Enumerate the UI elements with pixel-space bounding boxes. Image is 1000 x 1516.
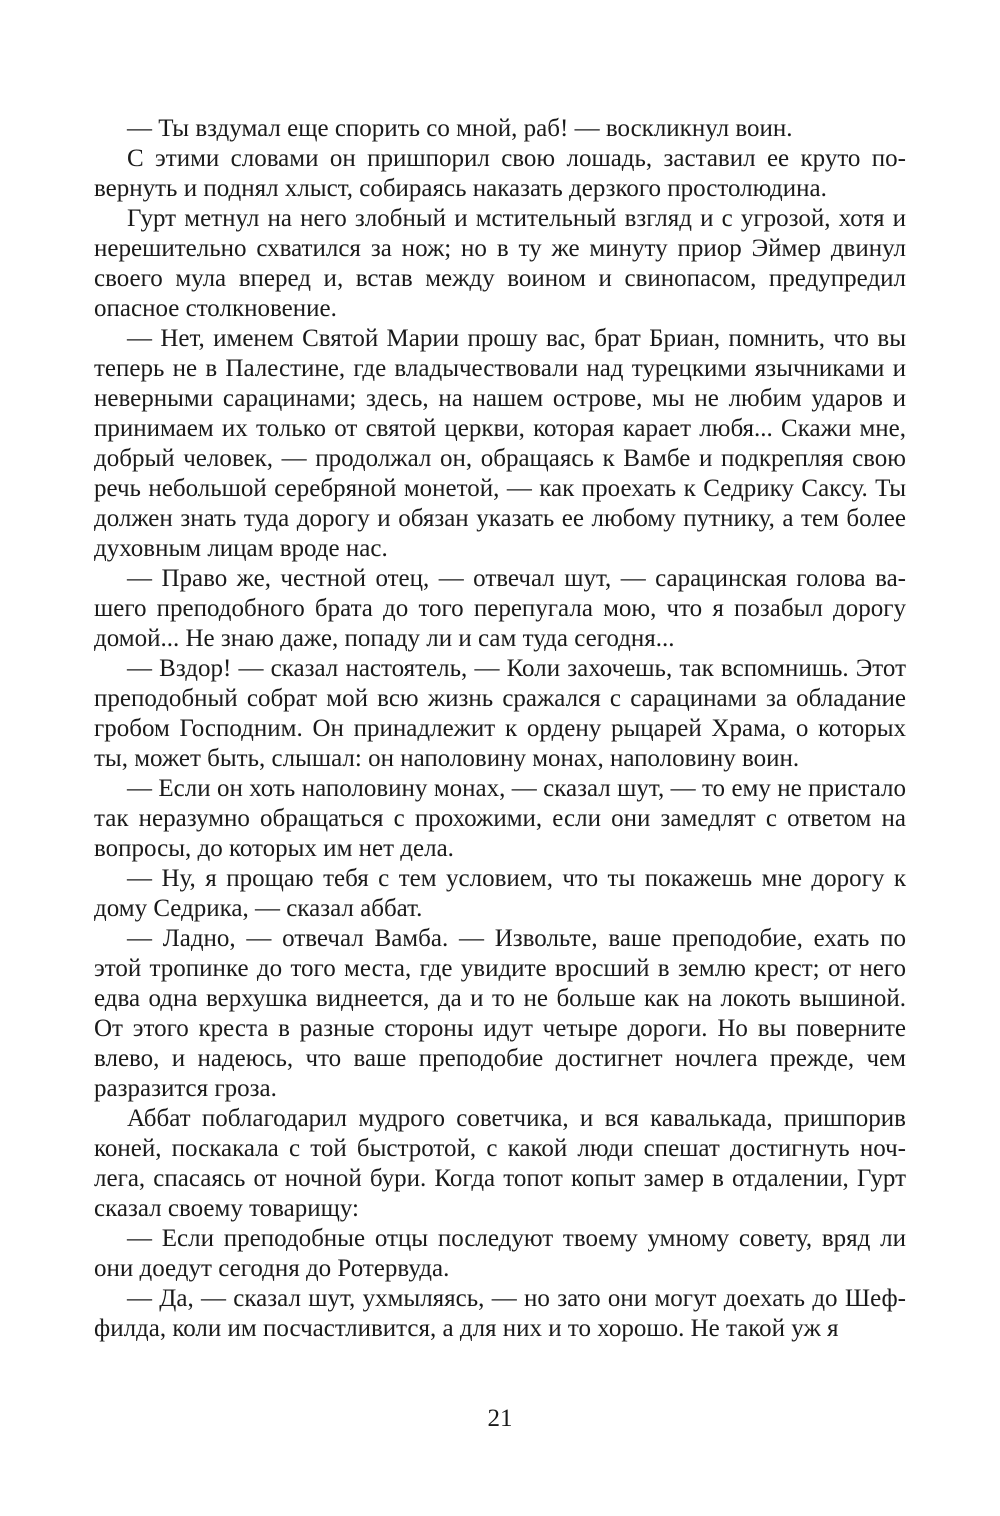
- paragraph: — Вздор! — сказал настоятель, — Коли захочешь, так вспомнишь. Этот преподобный собрат мой всю жизнь сражался с сарацинами за обладание гробом Господним. Он принадлежит к ордену рыцарей Храма, о которых ты, может быть, слышал: он наполовину монах, наполовину воин.: [94, 655, 906, 772]
- paragraph: — Если преподобные отцы последуют твоему умному совету, вряд ли они доедут сегодня до Ротервуда.: [94, 1225, 906, 1282]
- page-number: 21: [487, 1405, 513, 1432]
- paragraph: Гурт метнул на него злобный и мстительный взгляд и с угрозой, хотя и нерешительно схватился за нож; но в ту же минуту приор Эймер двинул своего мула вперед и, встав между воином и свинопасом, предупредил опасное столкновение.: [94, 205, 906, 322]
- paragraph: — Право же, честной отец, — отвечал шут, — сарацинская голова вашего преподобного брата до того перепугала мою, что я позабыл дорогу домой... Не знаю даже, попаду ли и сам туда сегодня...: [94, 565, 906, 652]
- paragraph: — Ну, я прощаю тебя с тем условием, что ты покажешь мне дорогу к дому Седрика, — сказал аббат.: [94, 865, 906, 922]
- paragraph: Аббат поблагодарил мудрого советчика, и вся кавалькада, пришпорив коней, поскакала с той быстротой, с какой люди спешат достигнуть ночлега, спасаясь от ночной бури. Когда топот копыт замер в отдалении, Гурт сказал своему товарищу:: [94, 1105, 906, 1222]
- paragraph: — Ты вздумал еще спорить со мной, раб! — воскликнул воин.: [127, 115, 793, 142]
- paragraph: С этими словами он пришпорил свою лошадь, заставил ее круто повернуть и поднял хлыст, собираясь наказать дерзкого простолюдина.: [94, 145, 906, 202]
- body-text: [94, 114, 906, 1344]
- paragraph: — Да, — сказал шут, ухмыляясь, — но зато они могут доехать до Шеффилда, коли им посчастливится, а для них и то хорошо. Не такой уж я: [94, 1285, 906, 1342]
- paragraph: — Если он хоть наполовину монах, — сказал шут, — то ему не пристало так неразумно обращаться с прохожими, если они замедлят с ответом на вопросы, до которых им нет дела.: [94, 775, 906, 862]
- paragraph: — Нет, именем Святой Марии прошу вас, брат Бриан, помнить, что вы теперь не в Палестине, где владычествовали над турецкими язычниками и неверными сарацинами; здесь, на нашем острове, мы не любим ударов и принимаем их только от святой церкви, которая карает любя... Скажи мне, добрый человек, — продолжал он, обращаясь к Вамбе и подкрепляя свою речь небольшой серебряной монетой, — как проехать к Седрику Саксу. Ты должен знать туда дорогу и обязан указать ее любому путнику, а тем более духовным лицам вроде нас.: [94, 325, 906, 562]
- paragraph: — Ладно, — отвечал Вамба. — Извольте, ваше преподобие, ехать по этой тропинке до того места, где увидите вросший в землю крест; от него едва одна верхушка виднеется, да и то не больше как на локоть вышиной. От этого креста в разные стороны идут четыре дороги. Но вы поверните влево, и надеюсь, что ваше преподобие достигнет ночлега прежде, чем разразится гроза.: [94, 925, 906, 1102]
